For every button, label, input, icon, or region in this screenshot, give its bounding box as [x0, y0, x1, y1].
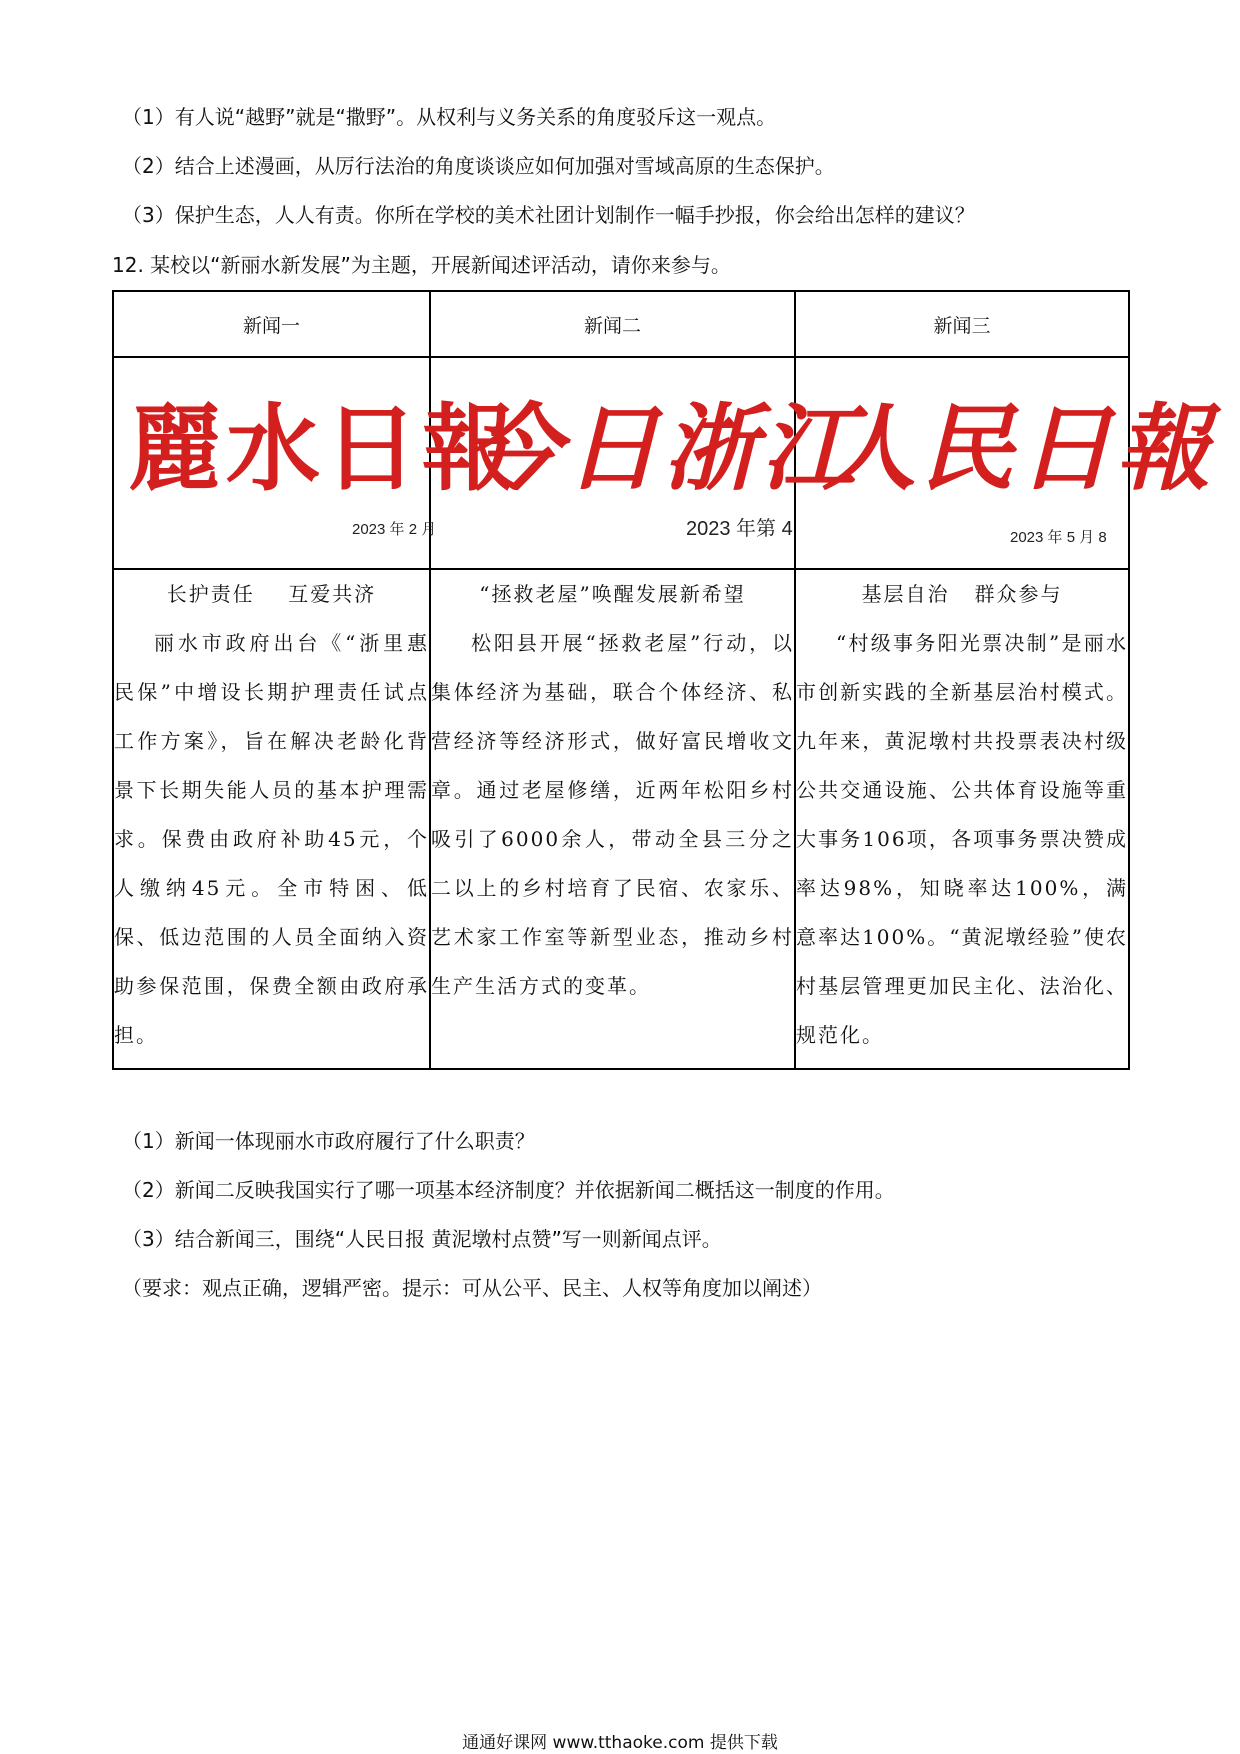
- sub-question-2: （2）新闻二反映我国实行了哪一项基本经济制度？并依据新闻二概括这一制度的作用。: [122, 1178, 895, 1202]
- news-3-title: 基层自治 群众参与: [861, 582, 1063, 606]
- sub-question-1: （1）新闻一体现丽水市政府履行了什么职责？: [122, 1129, 535, 1153]
- news-body-row: [113, 569, 1129, 1069]
- news-3-header: 新闻三: [795, 291, 1129, 357]
- news-1-masthead-date: 2023 年 2 月: [352, 521, 437, 538]
- news-masthead-row: [113, 357, 1129, 569]
- zhejiang-today-masthead: 今日浙江: [467, 394, 860, 504]
- news-1-title: 长护责任 互爱共济: [166, 582, 377, 606]
- news-1-body: [113, 569, 430, 1069]
- intro-question-1: （1）有人说“越野”就是“撒野”。从权利与义务关系的角度驳斥这一观点。: [122, 105, 777, 129]
- question-12-title: 12. 某校以“新丽水新发展”为主题，开展新闻述评活动，请你来参与。: [112, 253, 731, 277]
- news-1-text: 丽水市政府出台《“浙里惠民保”中增设长期护理责任试点工作方案》，旨在解决老龄化背景下长期失能人员的基本护理需求。保费由政府补助45元，个人缴纳45元。全市特困、低保、低边范围的人员全面纳入资助参保范围，保费全额由政府承担。: [114, 631, 429, 1047]
- peoples-daily-masthead: 人民日報: [822, 394, 1215, 504]
- news-3-text: “村级事务阳光票决制”是丽水市创新实践的全新基层治村模式。九年来，黄泥墩村共投票表决村级公共交通设施、公共体育设施等重大事务106项，各项事务票决赞成率达98%，知晓率达100%，满意率达100%。“黄泥墩经验”使农村基层管理更加民主化、法治化、规范化。: [796, 631, 1128, 1047]
- lishui-daily-masthead: 麗水日報: [128, 394, 521, 504]
- sub-question-requirements: （要求：观点正确，逻辑严密。提示：可从公平、民主、人权等角度加以阐述）: [122, 1276, 822, 1300]
- intro-question-3: （3）保护生态，人人有责。你所在学校的美术社团计划制作一幅手抄报，你会给出怎样的建议？: [122, 203, 975, 227]
- news-2-body: [430, 569, 795, 1069]
- news-3-masthead-date: 2023 年 5 月 8: [1010, 529, 1107, 546]
- news-3-body: [795, 569, 1129, 1069]
- page-footer: 通通好课网 www.tthaoke.com 提供下载: [462, 1733, 778, 1753]
- news-2-header: 新闻二: [430, 291, 795, 357]
- news-2-masthead-cell: [430, 357, 860, 569]
- intro-question-2: （2）结合上述漫画，从厉行法治的角度谈谈应如何加强对雪域高原的生态保护。: [122, 154, 835, 178]
- sub-question-3: （3）结合新闻三，围绕“人民日报 黄泥墩村点赞”写一则新闻点评。: [122, 1227, 722, 1251]
- news-1-masthead-cell: [113, 357, 521, 569]
- news-2-text: 松阳县开展“拯救老屋”行动，以集体经济为基础，联合个体经济、私营经济等经济形式，做好富民增收文章。通过老屋修缮，近两年松阳乡村吸引了6000余人，带动全县三分之二以上的乡村培育了民宿、农家乐、艺术家工作室等新型业态，推动乡村生产生活方式的变革。: [431, 631, 794, 998]
- news-header-row: [113, 291, 1129, 357]
- news-2-title: “拯救老屋”唤醒发展新希望: [479, 582, 746, 606]
- news-3-masthead-cell: [795, 357, 1215, 569]
- news-table: [112, 290, 1215, 1070]
- news-2-masthead-date: 2023 年第 4: [686, 518, 793, 540]
- news-1-header: 新闻一: [113, 291, 430, 357]
